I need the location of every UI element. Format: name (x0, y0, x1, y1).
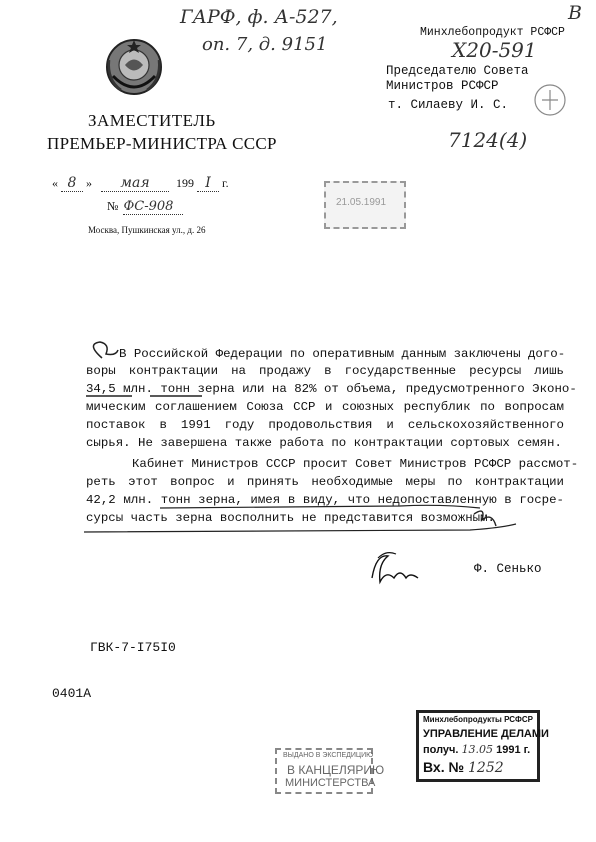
handwritten-side-number: 7124(4) (448, 128, 528, 152)
archive-note-line2: оп. 7, д. 9151 (202, 34, 328, 55)
body-line-9: 42,2 млн. тонн зерна, имея в виду, что недопоставленную в госре- (86, 493, 564, 507)
stamp-left-line1: ВЫДАНО В ЭКСПЕДИЦИЮ (283, 752, 374, 759)
form-code: 0401А (52, 686, 92, 701)
body-line-2: воры контрактации на продажу в государственные ресурсы лишь (86, 364, 564, 378)
date-close-quote: » (86, 176, 92, 190)
sender-address: Москва, Пушкинская ул., д. 26 (88, 225, 206, 235)
stamp-right-line1: Минхлебопродукты РСФСР (423, 715, 533, 724)
stamp-right-received-label: получ. (423, 744, 459, 756)
handwritten-reg-number: Х20-591 (452, 38, 537, 62)
reference-number: ФС-908 (123, 199, 183, 215)
date-year-prefix: 199 (176, 176, 194, 190)
stamp-left-line3: МИНИСТЕРСТВА (285, 777, 376, 789)
date-year-digit: I (197, 175, 219, 192)
recipient-line3: т. Силаеву И. С. (388, 98, 509, 112)
signature-name: Ф. Сенько (474, 562, 542, 576)
reference-label: № (107, 199, 119, 213)
handwritten-corner-letter: В (568, 2, 582, 24)
gvk-code: ГВК-7-I75I0 (90, 640, 176, 655)
reference-line (107, 199, 183, 215)
received-stamp-top (324, 181, 406, 229)
sender-title-line1: ЗАМЕСТИТЕЛЬ (88, 111, 216, 130)
body-line-8: реть этот вопрос и принять необходимые меры по контрактации (86, 475, 564, 489)
body-line-6: сырья. Не завершена также работа по контрактации сортовых семян. (86, 436, 562, 450)
date-year-suffix: г. (222, 176, 229, 190)
date-line (52, 175, 229, 192)
body-line-7: Кабинет Министров СССР просит Совет Министров РСФСР рассмот- (132, 457, 579, 471)
recipient-line2: Министров РСФСР (386, 79, 499, 93)
stamp-right-incoming (423, 759, 504, 776)
stamp-right-received-date: 13.05 (461, 743, 494, 756)
ussr-emblem-icon (103, 36, 165, 98)
received-stamp-top-text: 21.05.1991 (336, 197, 387, 208)
body-line-10: сурсы часть зерна восполнить не представится возможным. (86, 511, 495, 525)
stamp-right-received (423, 743, 530, 756)
pen-underline-marks (60, 330, 580, 540)
date-open-quote: « (52, 176, 58, 190)
signature-scribble (366, 548, 426, 592)
archive-note-line1: ГАРФ, ф. А-527, (180, 6, 338, 28)
body-line-3: 34,5 млн. тонн зерна или на 82% от объема, предусмотренного Эконо- (86, 382, 577, 396)
date-day: 8 (61, 175, 83, 192)
body-line-4: мическим соглашением Союза ССР и союзных республик по вопросам (86, 400, 564, 414)
stamp-left-line2: В КАНЦЕЛЯРИЮ (287, 763, 385, 777)
date-month: мая (101, 175, 169, 192)
sender-title-line2: ПРЕМЬЕР-МИНИСТРА СССР (47, 134, 277, 153)
stamp-right-received-year: 1991 г. (496, 744, 531, 756)
body-line-5: поставок в 1991 году продовольствия и сельскохозяйственного (86, 418, 564, 432)
stamp-left (275, 748, 385, 794)
body-line-1: В Российской Федерации по оперативным данным заключены дого- (119, 347, 566, 361)
recipient-line1: Председателю Совета (386, 64, 529, 78)
stamp-right-line2: УПРАВЛЕНИЕ ДЕЛАМИ (423, 728, 549, 740)
recipient-org-top: Минхлебопродукт РСФСР (420, 26, 565, 39)
stamp-right-incoming-label: Вх. № (423, 759, 465, 775)
stamp-right (416, 710, 549, 782)
stamp-right-incoming-number: 1252 (468, 760, 504, 776)
pencil-circle-mark-icon (530, 80, 570, 120)
